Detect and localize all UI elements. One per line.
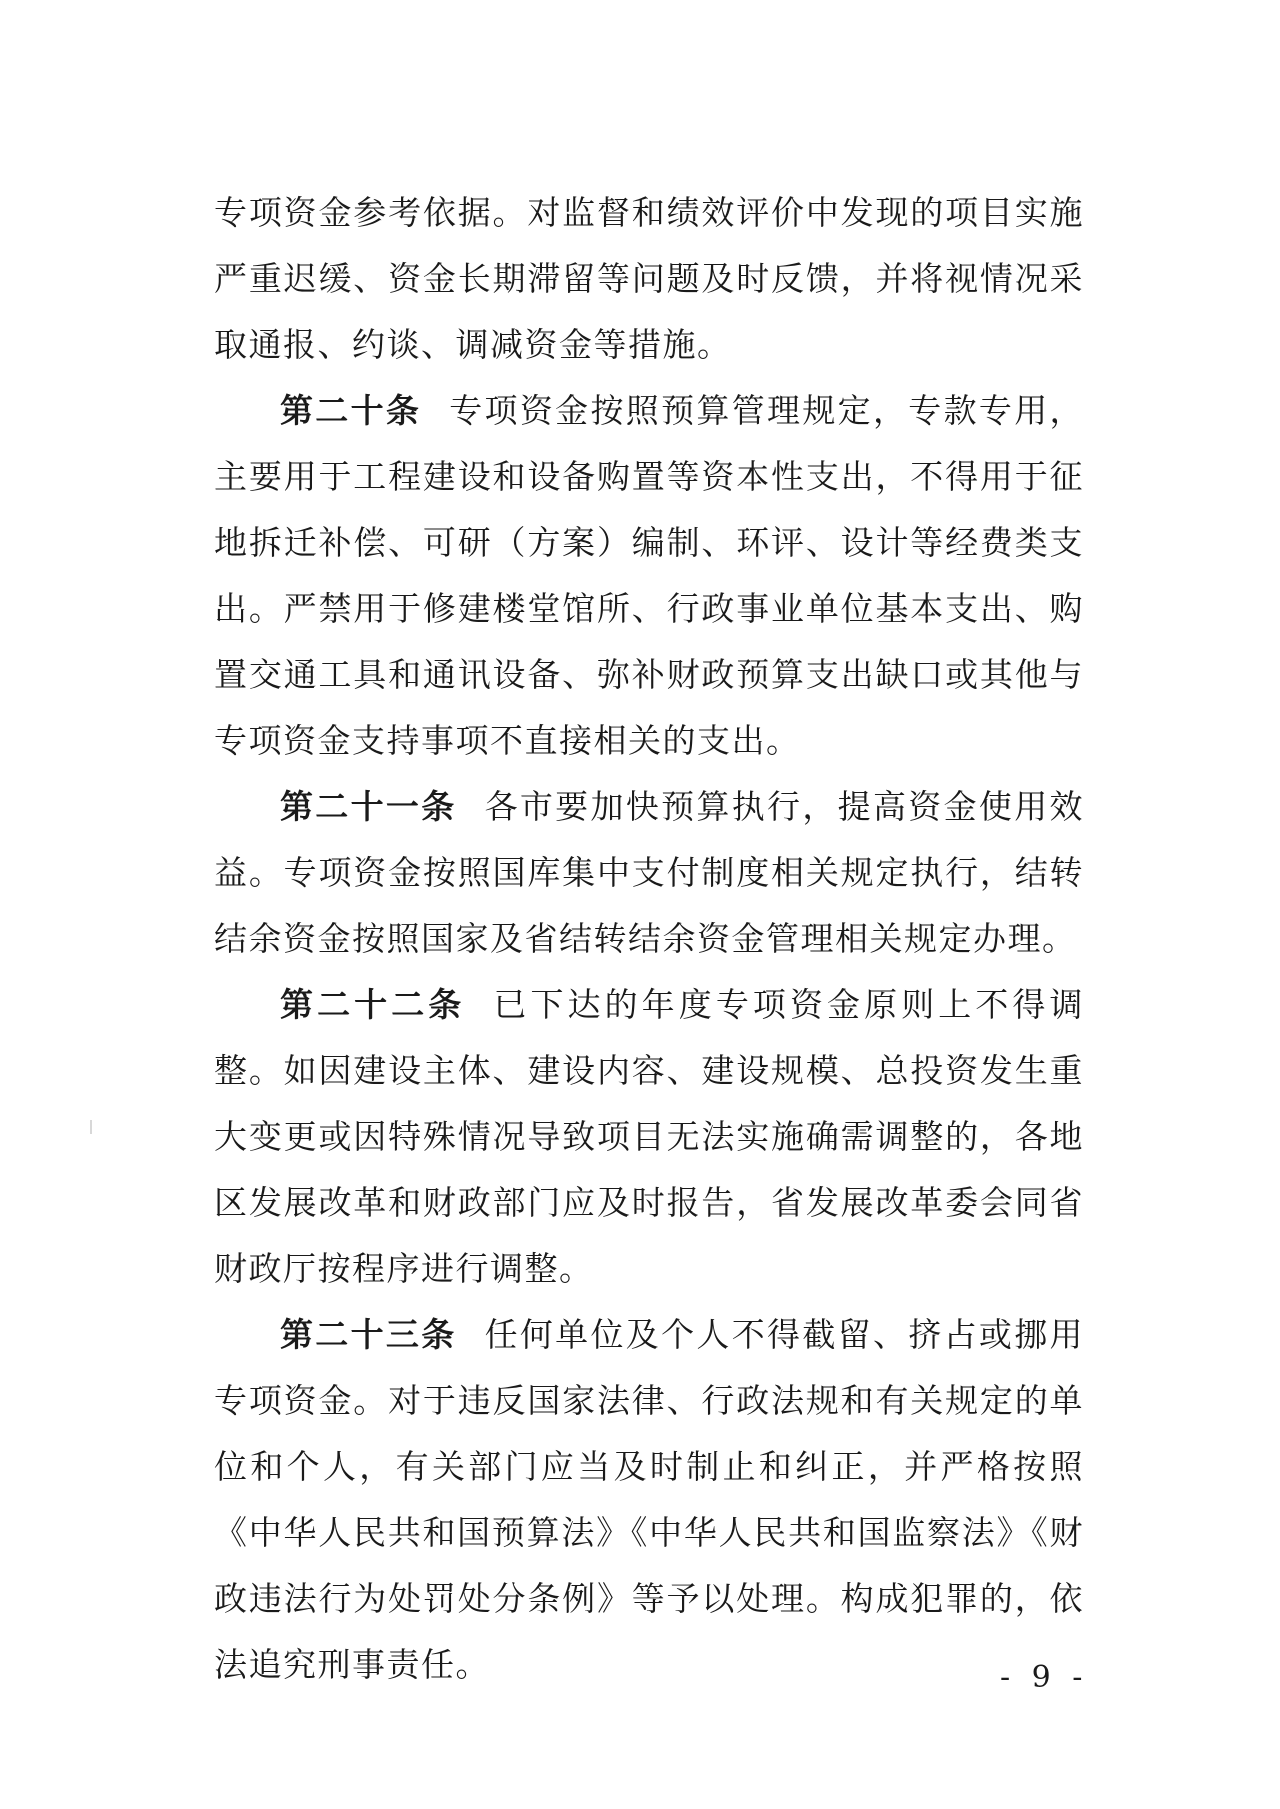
article-number: 第二十一条 bbox=[280, 787, 457, 826]
paragraph-text: 任何单位及个人不得截留、挤占或挪用专项资金。对于违反国家法律、行政法规和有关规定的单位和个人，有关部门应当及时制止和纠正，并严格按照《中华人民共和国预算法》《中华人民共和国监察法》《财政违法行为处罚处分条例》等予以处理。构成犯罪的，依法追究刑事责任。 bbox=[214, 1315, 1085, 1684]
article-number: 第二十条 bbox=[280, 391, 422, 430]
page-number: - 9 - bbox=[1000, 1660, 1089, 1695]
paragraph-text: 已下达的年度专项资金原则上不得调整。如因建设主体、建设内容、建设规模、总投资发生重大变更或因特殊情况导致项目无法实施确需调整的，各地区发展改革和财政部门应及时报告，省发展改革委会同省财政厅按程序进行调整。 bbox=[214, 985, 1084, 1288]
article-20 bbox=[214, 378, 1084, 774]
paragraph-continuation bbox=[214, 180, 1084, 378]
paragraph-text: 专项资金按照预算管理规定，专款专用，主要用于工程建设和设备购置等资本性支出，不得用于征地拆迁补偿、可研（方案）编制、环评、设计等经费类支出。严禁用于修建楼堂馆所、行政事业单位基本支出、购置交通工具和通讯设备、弥补财政预算支出缺口或其他与专项资金支持事项不直接相关的支出。 bbox=[214, 391, 1085, 760]
paragraph-text: 专项资金参考依据。对监督和绩效评价中发现的项目实施严重迟缓、资金长期滞留等问题及时反馈，并将视情况采取通报、约谈、调减资金等措施。 bbox=[214, 193, 1084, 364]
paragraph-text: 各市要加快预算执行，提高资金使用效益。专项资金按照国库集中支付制度相关规定执行，结转结余资金按照国家及省结转结余资金管理相关规定办理。 bbox=[214, 787, 1085, 958]
article-23 bbox=[214, 1302, 1084, 1698]
document-body bbox=[214, 180, 1084, 1698]
article-21 bbox=[214, 774, 1084, 972]
article-number: 第二十二条 bbox=[280, 985, 466, 1024]
article-22 bbox=[214, 972, 1084, 1302]
article-number: 第二十三条 bbox=[280, 1315, 457, 1354]
scan-artifact bbox=[90, 1120, 92, 1134]
